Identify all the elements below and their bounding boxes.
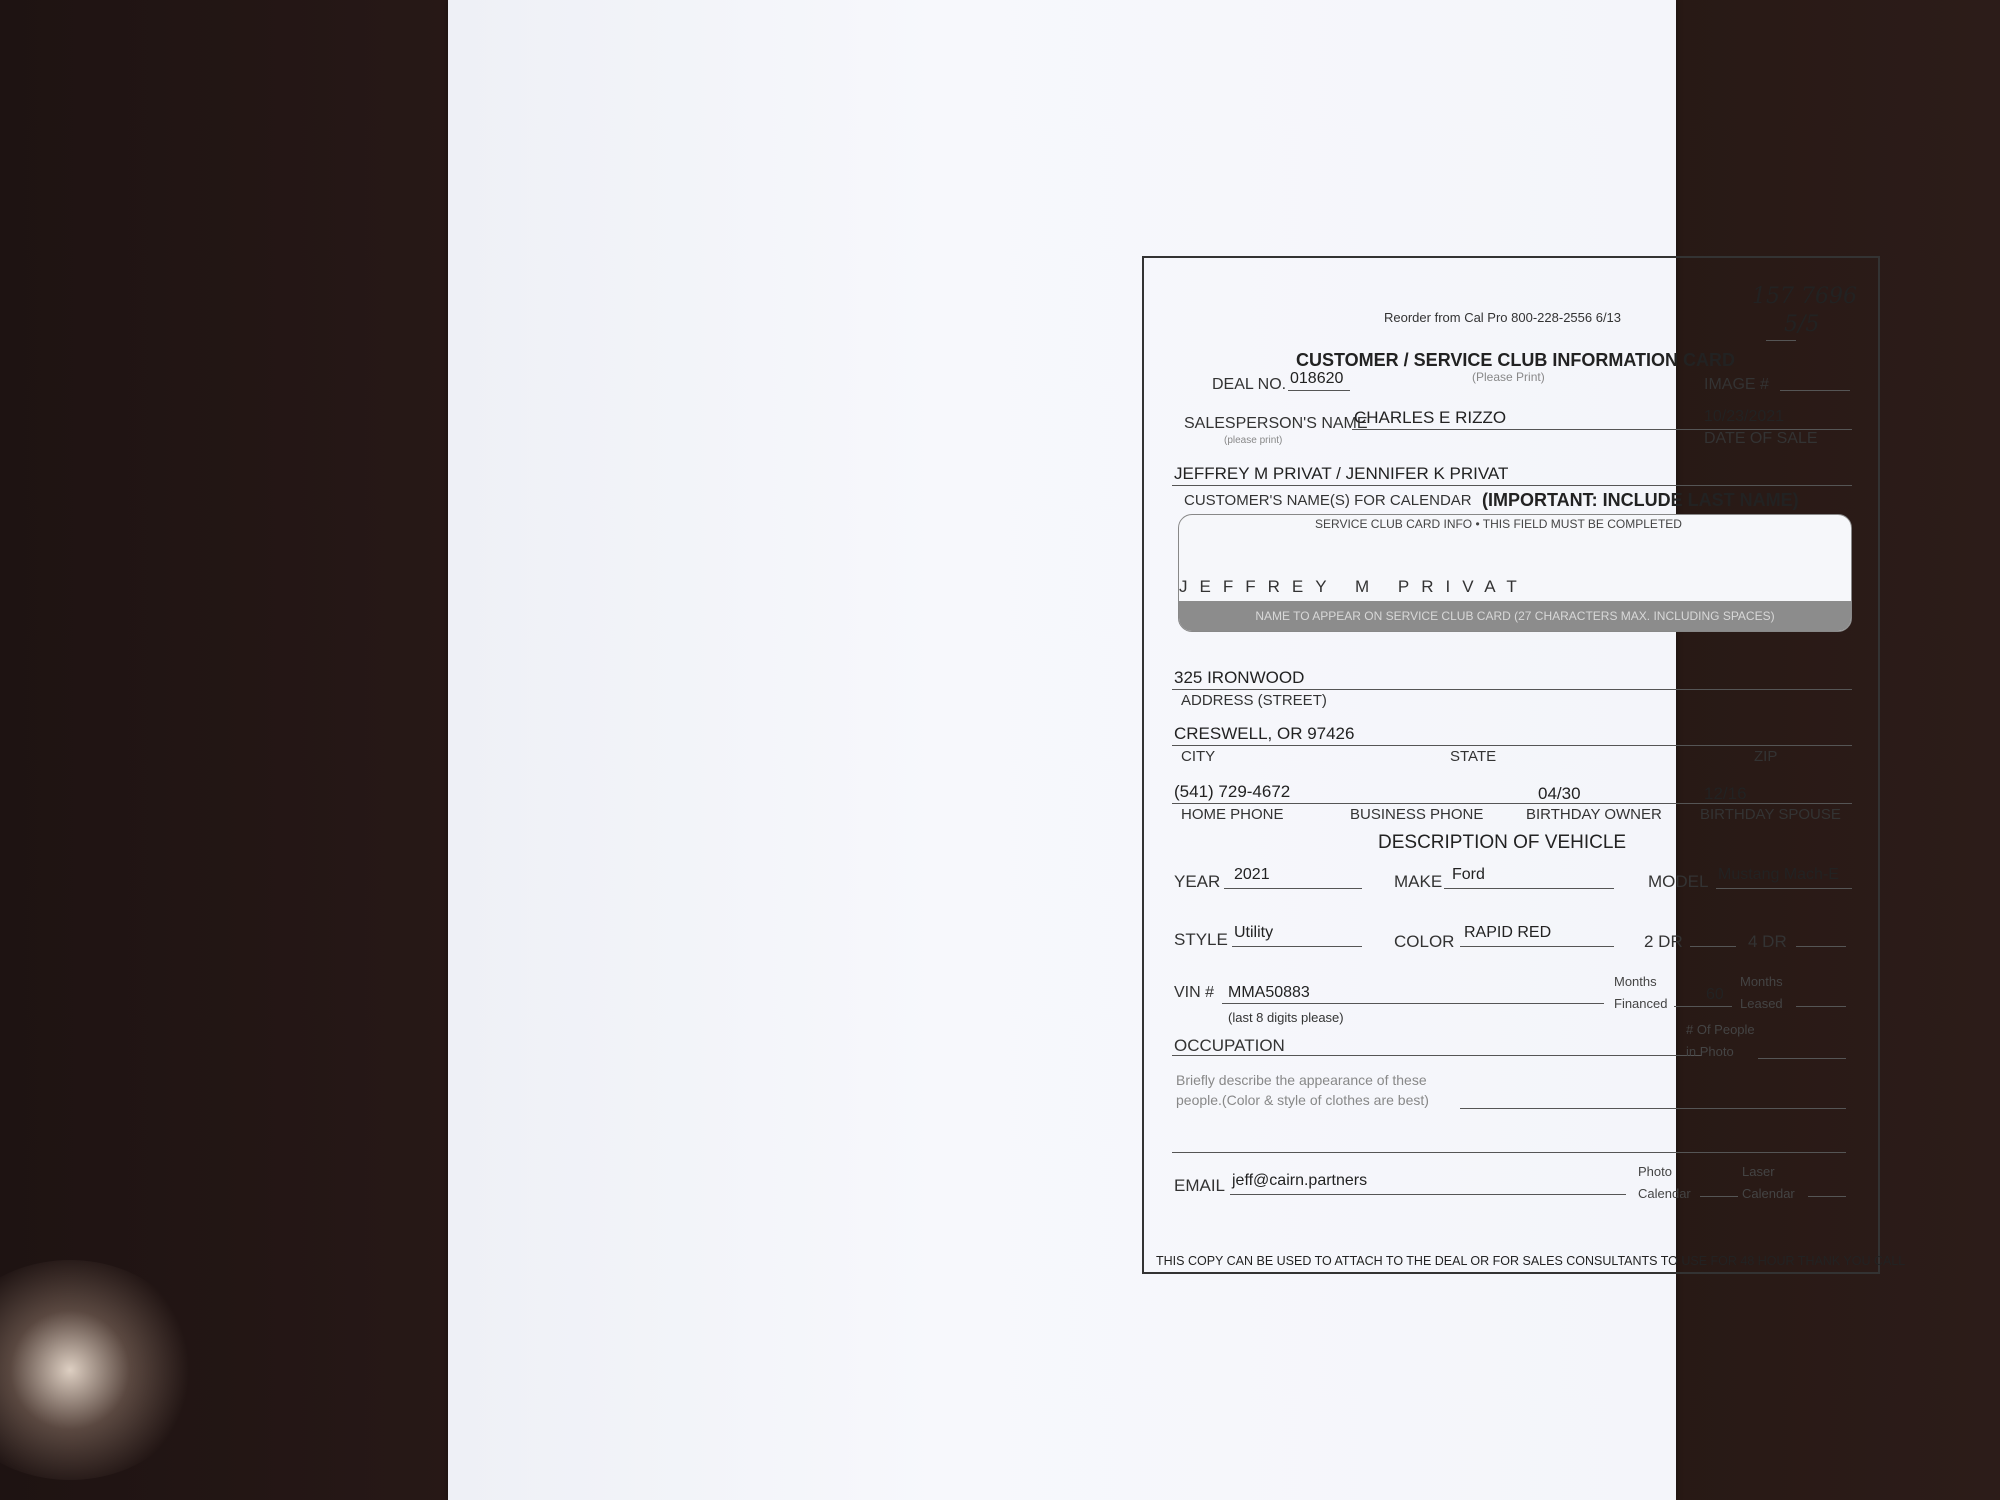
- important-note: (IMPORTANT: INCLUDE LAST NAME): [1482, 490, 1799, 510]
- year-label: YEAR: [1174, 872, 1221, 891]
- two-door-label: 2 DR: [1644, 932, 1683, 951]
- state-label: STATE: [1450, 748, 1497, 765]
- city-label: CITY: [1181, 748, 1216, 765]
- photo-calendar-top: Photo: [1638, 1164, 1672, 1179]
- make-label: MAKE: [1394, 872, 1443, 891]
- home-phone-value: (541) 729-4672: [1174, 782, 1291, 801]
- appearance-line1: Briefly describe the appearance of these: [1176, 1072, 1427, 1088]
- color-value: RAPID RED: [1464, 924, 1552, 941]
- laser-calendar-top: Laser: [1742, 1164, 1775, 1179]
- months-financed-value: 60: [1706, 986, 1724, 1003]
- style-label: STYLE: [1174, 930, 1228, 949]
- vin-value: MMA50883: [1228, 984, 1310, 1001]
- people-in-photo-bottom: in Photo: [1686, 1044, 1734, 1059]
- months-financed-bottom: Financed: [1614, 996, 1668, 1011]
- laser-calendar-bottom: Calendar: [1742, 1186, 1795, 1201]
- birthday-owner-value: 04/30: [1538, 784, 1581, 803]
- occupation-label: OCCUPATION: [1174, 1036, 1285, 1055]
- color-label: COLOR: [1394, 932, 1455, 951]
- image-label: IMAGE #: [1704, 376, 1769, 393]
- customer-names-label: CUSTOMER'S NAME(S) FOR CALENDAR: [1184, 492, 1472, 509]
- model-label: MODEL: [1648, 872, 1709, 891]
- birthday-owner-label: BIRTHDAY OWNER: [1526, 806, 1662, 823]
- handwritten-fraction: 5/5: [1784, 312, 1820, 337]
- street-value: 325 IRONWOOD: [1174, 668, 1305, 687]
- months-leased-top: Months: [1740, 974, 1783, 989]
- service-club-card-field: [1178, 514, 1852, 632]
- email-label: EMAIL: [1174, 1176, 1226, 1195]
- style-value: Utility: [1234, 924, 1274, 941]
- street-label: ADDRESS (STREET): [1181, 692, 1327, 709]
- birthday-spouse-value: 12/16: [1704, 784, 1747, 803]
- vehicle-heading: DESCRIPTION OF VEHICLE: [1378, 832, 1627, 853]
- card-footer: THIS COPY CAN BE USED TO ATTACH TO THE DEAL OR FOR SALES CONSULTANTS TO USE FOR 48 HOUR THANK YOU CALL: [1156, 1254, 1906, 1268]
- please-print: (Please Print): [1472, 370, 1545, 384]
- zip-label: ZIP: [1754, 748, 1778, 765]
- appearance-line2: people.(Color & style of clothes are best): [1176, 1092, 1429, 1108]
- information-card: [1142, 256, 1906, 1274]
- city-state-zip-value: CRESWELL, OR 97426: [1174, 724, 1355, 743]
- people-in-photo-top: # Of People: [1686, 1022, 1755, 1037]
- business-phone-label: BUSINESS PHONE: [1350, 806, 1484, 823]
- service-card-name: JEFFREY M PRIVAT: [1179, 577, 1529, 596]
- vin-note: (last 8 digits please): [1228, 1010, 1344, 1025]
- photo-calendar-bottom: Calendar: [1638, 1186, 1691, 1201]
- card-title: CUSTOMER / SERVICE CLUB INFORMATION CARD: [1296, 350, 1736, 370]
- months-leased-bottom: Leased: [1740, 996, 1783, 1011]
- paper-sheet: [448, 0, 1906, 1500]
- salesperson-sub: (please print): [1224, 435, 1283, 446]
- four-door-label: 4 DR: [1748, 932, 1787, 951]
- model-value: Mustang Mach-E: [1718, 866, 1839, 883]
- vin-label: VIN #: [1174, 984, 1215, 1001]
- make-value: Ford: [1452, 866, 1485, 883]
- deal-no-label: DEAL NO.: [1212, 376, 1287, 393]
- reorder-text: Reorder from Cal Pro 800-228-2556 6/13: [1384, 310, 1622, 325]
- home-phone-label: HOME PHONE: [1181, 806, 1284, 823]
- light-glare: [0, 1260, 200, 1480]
- email-value: jeff@cairn.partners: [1232, 1172, 1368, 1189]
- salesperson-label: SALESPERSON'S NAME: [1184, 415, 1368, 432]
- deal-no-value: 018620: [1290, 370, 1344, 387]
- customer-names-value: JEFFREY M PRIVAT / JENNIFER K PRIVAT: [1174, 464, 1509, 483]
- service-card-header: SERVICE CLUB CARD INFO • THIS FIELD MUST BE COMPLETED: [1315, 517, 1682, 531]
- date-of-sale-label: DATE OF SALE: [1704, 430, 1818, 447]
- year-value: 2021: [1234, 866, 1270, 883]
- handwritten-number: 157 7696: [1752, 284, 1857, 309]
- date-of-sale-value: 10/23/2021: [1704, 408, 1785, 425]
- salesperson-value: CHARLES E RIZZO: [1354, 408, 1507, 427]
- months-financed-top: Months: [1614, 974, 1657, 989]
- birthday-spouse-label: BIRTHDAY SPOUSE: [1700, 806, 1841, 823]
- service-card-footer: NAME TO APPEAR ON SERVICE CLUB CARD (27 CHARACTERS MAX. INCLUDING SPACES): [1179, 601, 1851, 631]
